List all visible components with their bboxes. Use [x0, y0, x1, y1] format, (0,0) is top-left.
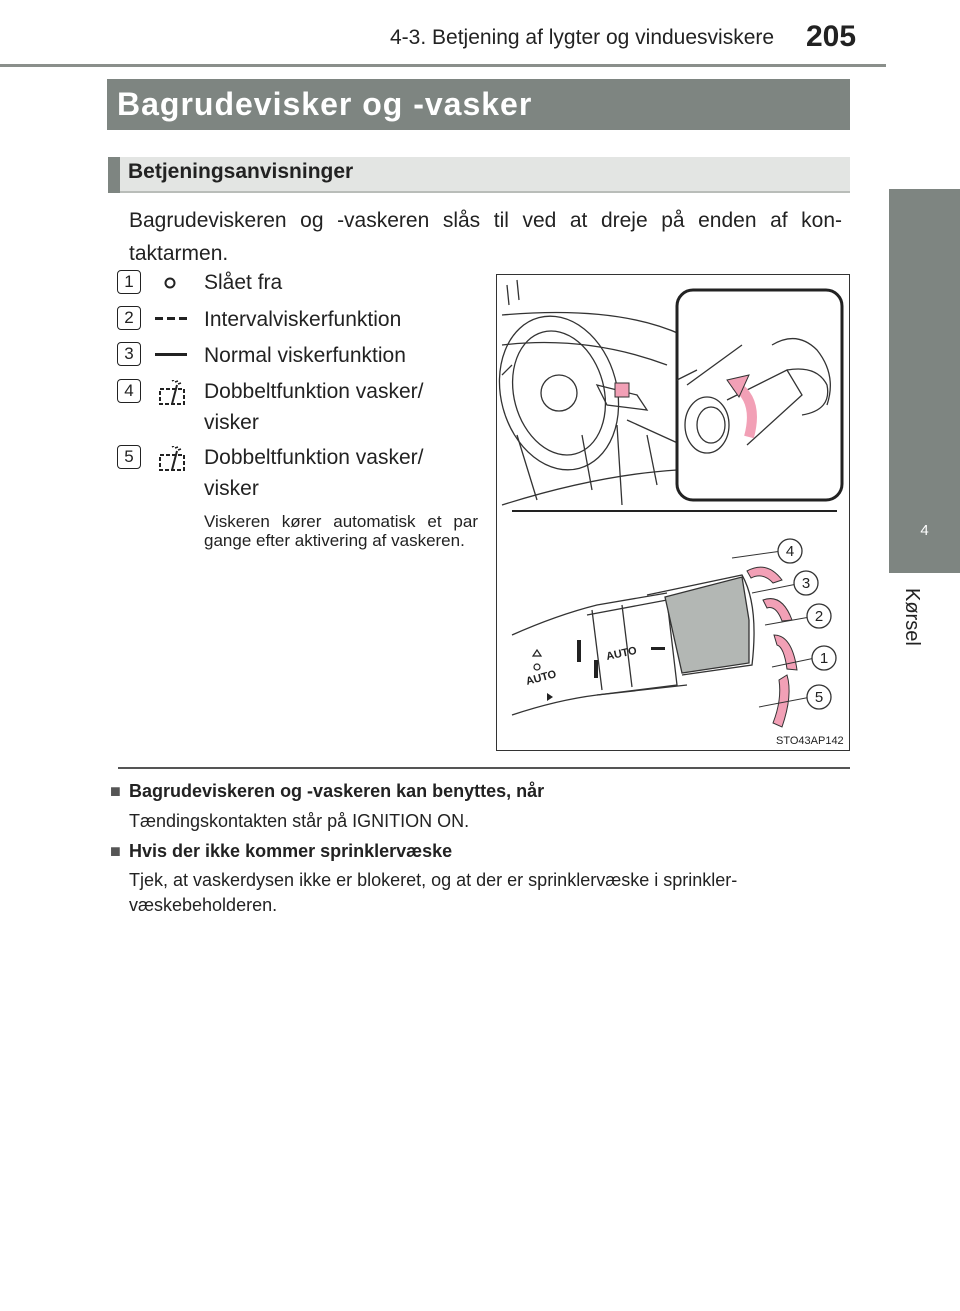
- washer-wiper-icon: [157, 446, 187, 472]
- figure-code: STO43AP142: [776, 735, 844, 747]
- notes-divider: [118, 767, 850, 769]
- wiper-lever-figure: [496, 274, 850, 751]
- header-rule: [0, 64, 886, 67]
- callout-2: 2: [814, 608, 824, 625]
- item-label: Slået fra: [204, 271, 283, 294]
- callout-3: 3: [801, 575, 811, 592]
- intermittent-dashes-icon: [155, 316, 187, 322]
- normal-line-icon: [155, 352, 187, 358]
- subsection-title: Betjeningsanvisninger: [128, 160, 354, 183]
- item-note: Viskeren kører automatisk et par gange efter aktivering af vaskeren.: [204, 512, 478, 550]
- callout-5: 5: [814, 689, 824, 706]
- off-circle-icon: [163, 276, 177, 290]
- item-number: 2: [117, 306, 141, 330]
- callout-4: 4: [785, 543, 795, 560]
- note-text: Tændingskontakten står på IGNITION ON.: [129, 811, 470, 831]
- washer-wiper-icon: [157, 380, 187, 406]
- wiper-lever-illustration: [497, 275, 849, 750]
- item-number: 3: [117, 342, 141, 366]
- side-tab-number: 4: [920, 522, 929, 539]
- note-text: Tjek, at vaskerdysen ikke er blokeret, og at der er sprinklervæske i sprinkler-væskebeholderen.: [129, 870, 738, 915]
- lever-auto-label: AUTO: [524, 668, 558, 688]
- callout-1: 1: [819, 650, 829, 667]
- item-number: 1: [117, 270, 141, 294]
- lever-auto-label: AUTO: [605, 644, 638, 663]
- subsection-accent: [108, 157, 120, 193]
- side-tab-label: Kørsel: [901, 588, 923, 646]
- item-label: Intervalviskerfunktion: [204, 308, 402, 331]
- square-bullet-icon: ■: [110, 781, 121, 801]
- item-number: 5: [117, 445, 141, 469]
- note-title: Hvis der ikke kommer sprinklervæske: [129, 841, 453, 861]
- section-title: Bagrudevisker og -vasker: [117, 86, 533, 122]
- square-bullet-icon: ■: [110, 841, 121, 861]
- chapter-heading: 4-3. Betjening af lygter og vinduesviskere: [390, 26, 775, 49]
- note-title: Bagrudeviskeren og -vaskeren kan benyttes, når: [129, 781, 545, 801]
- page-number: 205: [806, 20, 857, 53]
- intro-paragraph: Bagrudeviskeren og -vaskeren slås til ved at dreje på enden af kon-taktarmen.: [129, 209, 842, 265]
- item-number: 4: [117, 379, 141, 403]
- chapter-side-tab: [889, 189, 960, 573]
- item-label: Dobbeltfunktion vasker/ visker: [204, 446, 424, 500]
- item-label: Dobbeltfunktion vasker/ visker: [204, 380, 424, 434]
- item-label: Normal viskerfunktion: [204, 344, 406, 367]
